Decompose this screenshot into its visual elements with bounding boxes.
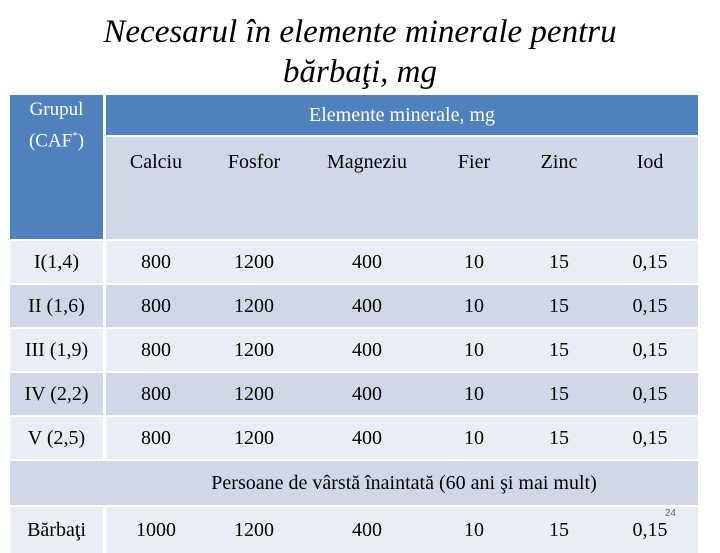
value-cell: 800 xyxy=(106,285,206,329)
value-cell: 1000 xyxy=(106,507,206,553)
value-cell: 0,15 xyxy=(602,241,698,285)
value-cell: 15 xyxy=(516,507,602,553)
value-cell: 10 xyxy=(432,507,516,553)
value-cell: 800 xyxy=(106,329,206,373)
value-cell: 0,15 xyxy=(602,329,698,373)
column-header-iod: Iod xyxy=(602,137,698,241)
value-cell: 10 xyxy=(432,329,516,373)
value-cell: 800 xyxy=(106,241,206,285)
value-cell: 10 xyxy=(432,373,516,417)
value-cell: 1200 xyxy=(206,285,302,329)
value-cell: 400 xyxy=(302,507,432,553)
column-header-fosfor: Fosfor xyxy=(206,137,302,241)
value-cell: 1200 xyxy=(206,241,302,285)
title-line-2: bărbaţi, mg xyxy=(282,54,437,90)
table-row xyxy=(10,241,698,285)
value-cell: 800 xyxy=(106,373,206,417)
value-cell: 1200 xyxy=(206,417,302,461)
value-cell: 15 xyxy=(516,241,602,285)
value-cell: 400 xyxy=(302,329,432,373)
value-cell: 10 xyxy=(432,241,516,285)
value-cell: 0,15 xyxy=(602,417,698,461)
value-cell: 400 xyxy=(302,241,432,285)
group-label-line-2: (CAF*) xyxy=(28,130,85,152)
value-cell: 0,15 xyxy=(602,507,698,553)
column-header-fier: Fier xyxy=(432,137,516,241)
value-cell: 15 xyxy=(516,329,602,373)
value-cell: 15 xyxy=(516,417,602,461)
table-row xyxy=(10,507,698,553)
column-header-magneziu: Magneziu xyxy=(302,137,432,241)
group-cell: I(1,4) xyxy=(10,241,106,285)
group-cell: III (1,9) xyxy=(10,329,106,373)
title-line-1: Necesarul în elemente minerale pentru xyxy=(103,14,617,50)
minerals-table xyxy=(10,95,698,553)
elderly-section-label: Persoane de vârstă înaintată (60 ani şi mai mult) xyxy=(10,461,698,507)
group-cell: IV (2,2) xyxy=(10,373,106,417)
value-cell: 15 xyxy=(516,373,602,417)
column-header-zinc: Zinc xyxy=(516,137,602,241)
value-cell: 15 xyxy=(516,285,602,329)
value-cell: 1200 xyxy=(206,507,302,553)
group-cell: V (2,5) xyxy=(10,417,106,461)
value-cell: 400 xyxy=(302,285,432,329)
value-cell: 400 xyxy=(302,417,432,461)
group-cell: Bărbaţi xyxy=(10,507,106,553)
minerals-header: Elemente minerale, mg xyxy=(106,95,698,137)
table-row xyxy=(10,417,698,461)
column-header-calciu: Calciu xyxy=(106,137,206,241)
value-cell: 800 xyxy=(106,417,206,461)
group-column-header xyxy=(10,95,106,241)
value-cell: 1200 xyxy=(206,329,302,373)
value-cell: 0,15 xyxy=(602,373,698,417)
group-label-line-1: Grupul xyxy=(29,99,84,120)
table-row xyxy=(10,285,698,329)
value-cell: 10 xyxy=(432,285,516,329)
page-number: 24 xyxy=(664,508,676,519)
value-cell: 1200 xyxy=(206,373,302,417)
value-cell: 0,15 xyxy=(602,285,698,329)
slide-title xyxy=(0,12,720,92)
value-cell: 400 xyxy=(302,373,432,417)
table-row xyxy=(10,373,698,417)
group-cell: II (1,6) xyxy=(10,285,106,329)
table-row xyxy=(10,329,698,373)
value-cell: 10 xyxy=(432,417,516,461)
elderly-section-row xyxy=(10,461,698,507)
